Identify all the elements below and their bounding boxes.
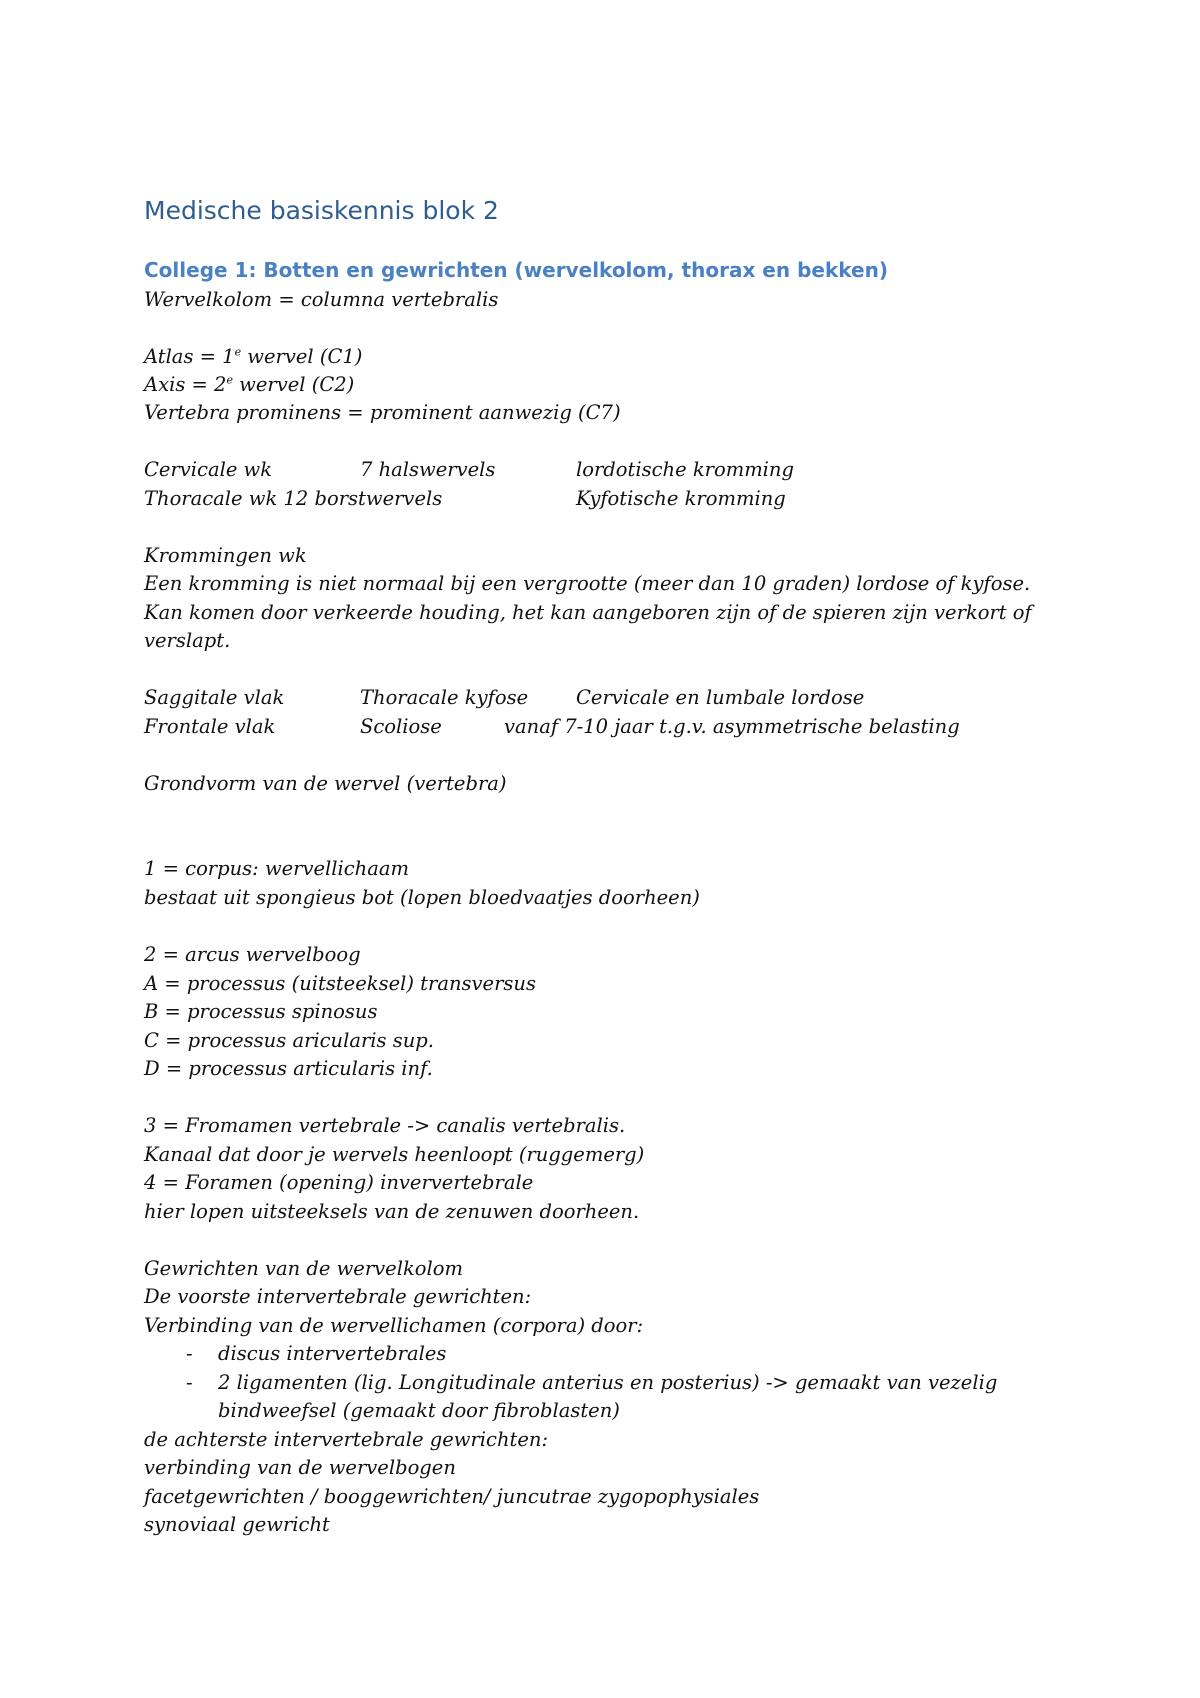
atlas-text: Atlas = 1 xyxy=(144,345,235,368)
cervicale-col2: 7 halswervels xyxy=(360,458,496,481)
grondvorm-line: Grondvorm van de wervel (vertebra) xyxy=(144,772,507,795)
verbinding-bogen-line: verbinding van de wervelbogen xyxy=(144,1456,456,1479)
bullet-marker-1: - xyxy=(186,1342,193,1365)
kanaal-line: Kanaal dat door je wervels heenloopt (ruggemerg) xyxy=(144,1143,645,1166)
krommingen-p2a: Kan komen door verkeerde houding, het kan aangeboren zijn of de spieren zijn verkort of xyxy=(144,601,1032,624)
frontale-col2: Scoliose xyxy=(360,715,442,738)
saggitale-col1: Saggitale vlak xyxy=(144,686,285,709)
synoviaal-line: synoviaal gewricht xyxy=(144,1513,330,1536)
processus-b: B = processus spinosus xyxy=(144,1000,378,1023)
bullet-item-ligamenten: 2 ligamenten (lig. Longitudinale anterius en posterius) -> gemaakt van vezelig xyxy=(218,1371,998,1394)
facet-line: facetgewrichten / booggewrichten/ juncutrae zygopophysiales xyxy=(144,1485,760,1508)
saggitale-col2: Thoracale kyfose xyxy=(360,686,529,709)
section-heading: College 1: Botten en gewrichten (wervelkolom, thorax en bekken) xyxy=(144,258,888,282)
atlas-rest: wervel (C1) xyxy=(241,345,363,368)
thoracale-col1: Thoracale wk 12 borstwervels xyxy=(144,487,443,510)
corpus-desc: bestaat uit spongieus bot (lopen bloedvaatjes doorheen) xyxy=(144,886,700,909)
prominens-line: Vertebra prominens = prominent aanwezig (C7) xyxy=(144,401,621,424)
frontale-col1: Frontale vlak xyxy=(144,715,276,738)
uitsteeksels-line: hier lopen uitsteeksels van de zenuwen doorheen. xyxy=(144,1200,640,1223)
atlas-line xyxy=(144,343,362,371)
arcus-line: 2 = arcus wervelboog xyxy=(144,943,361,966)
cervicale-col3: lordotische kromming xyxy=(576,458,794,481)
achterste-line: de achterste intervertebrale gewrichten: xyxy=(144,1428,549,1451)
corpus-line: 1 = corpus: wervellichaam xyxy=(144,857,409,880)
fromamen-line: 3 = Fromamen vertebrale -> canalis vertebralis. xyxy=(144,1114,626,1137)
foramen-line: 4 = Foramen (opening) inververtebrale xyxy=(144,1171,534,1194)
atlas-sup: e xyxy=(234,345,242,359)
gewrichten-title: Gewrichten van de wervelkolom xyxy=(144,1257,463,1280)
bullet-item-discus: discus intervertebrales xyxy=(218,1342,447,1365)
axis-sup: e xyxy=(226,373,233,387)
frontale-col3: vanaf 7-10 jaar t.g.v. asymmetrische belasting xyxy=(504,715,960,738)
bullet-item-ligamenten-cont: bindweefsel (gemaakt door fibroblasten) xyxy=(218,1399,620,1422)
saggitale-col3: Cervicale en lumbale lordose xyxy=(576,686,865,709)
axis-line xyxy=(144,371,354,399)
thoracale-col3: Kyfotische kromming xyxy=(576,487,786,510)
krommingen-title: Krommingen wk xyxy=(144,544,307,567)
processus-c: C = processus aricularis sup. xyxy=(144,1029,434,1052)
axis-text: Axis = 2 xyxy=(144,373,227,396)
intro-line: Wervelkolom = columna vertebralis xyxy=(144,288,499,311)
document-title: Medische basiskennis blok 2 xyxy=(144,196,499,225)
verbinding-corpora-line: Verbinding van de wervellichamen (corpora) door: xyxy=(144,1314,644,1337)
cervicale-col1: Cervicale wk xyxy=(144,458,273,481)
processus-a: A = processus (uitsteeksel) transversus xyxy=(144,972,536,995)
axis-rest: wervel (C2) xyxy=(232,373,355,396)
processus-d: D = processus articularis inf. xyxy=(144,1057,433,1080)
krommingen-p2b: verslapt. xyxy=(144,629,231,652)
bullet-marker-2: - xyxy=(186,1371,193,1394)
krommingen-p1: Een kromming is niet normaal bij een vergrootte (meer dan 10 graden) lordose of kyfose. xyxy=(144,572,1031,595)
voorste-line: De voorste intervertebrale gewrichten: xyxy=(144,1285,532,1308)
